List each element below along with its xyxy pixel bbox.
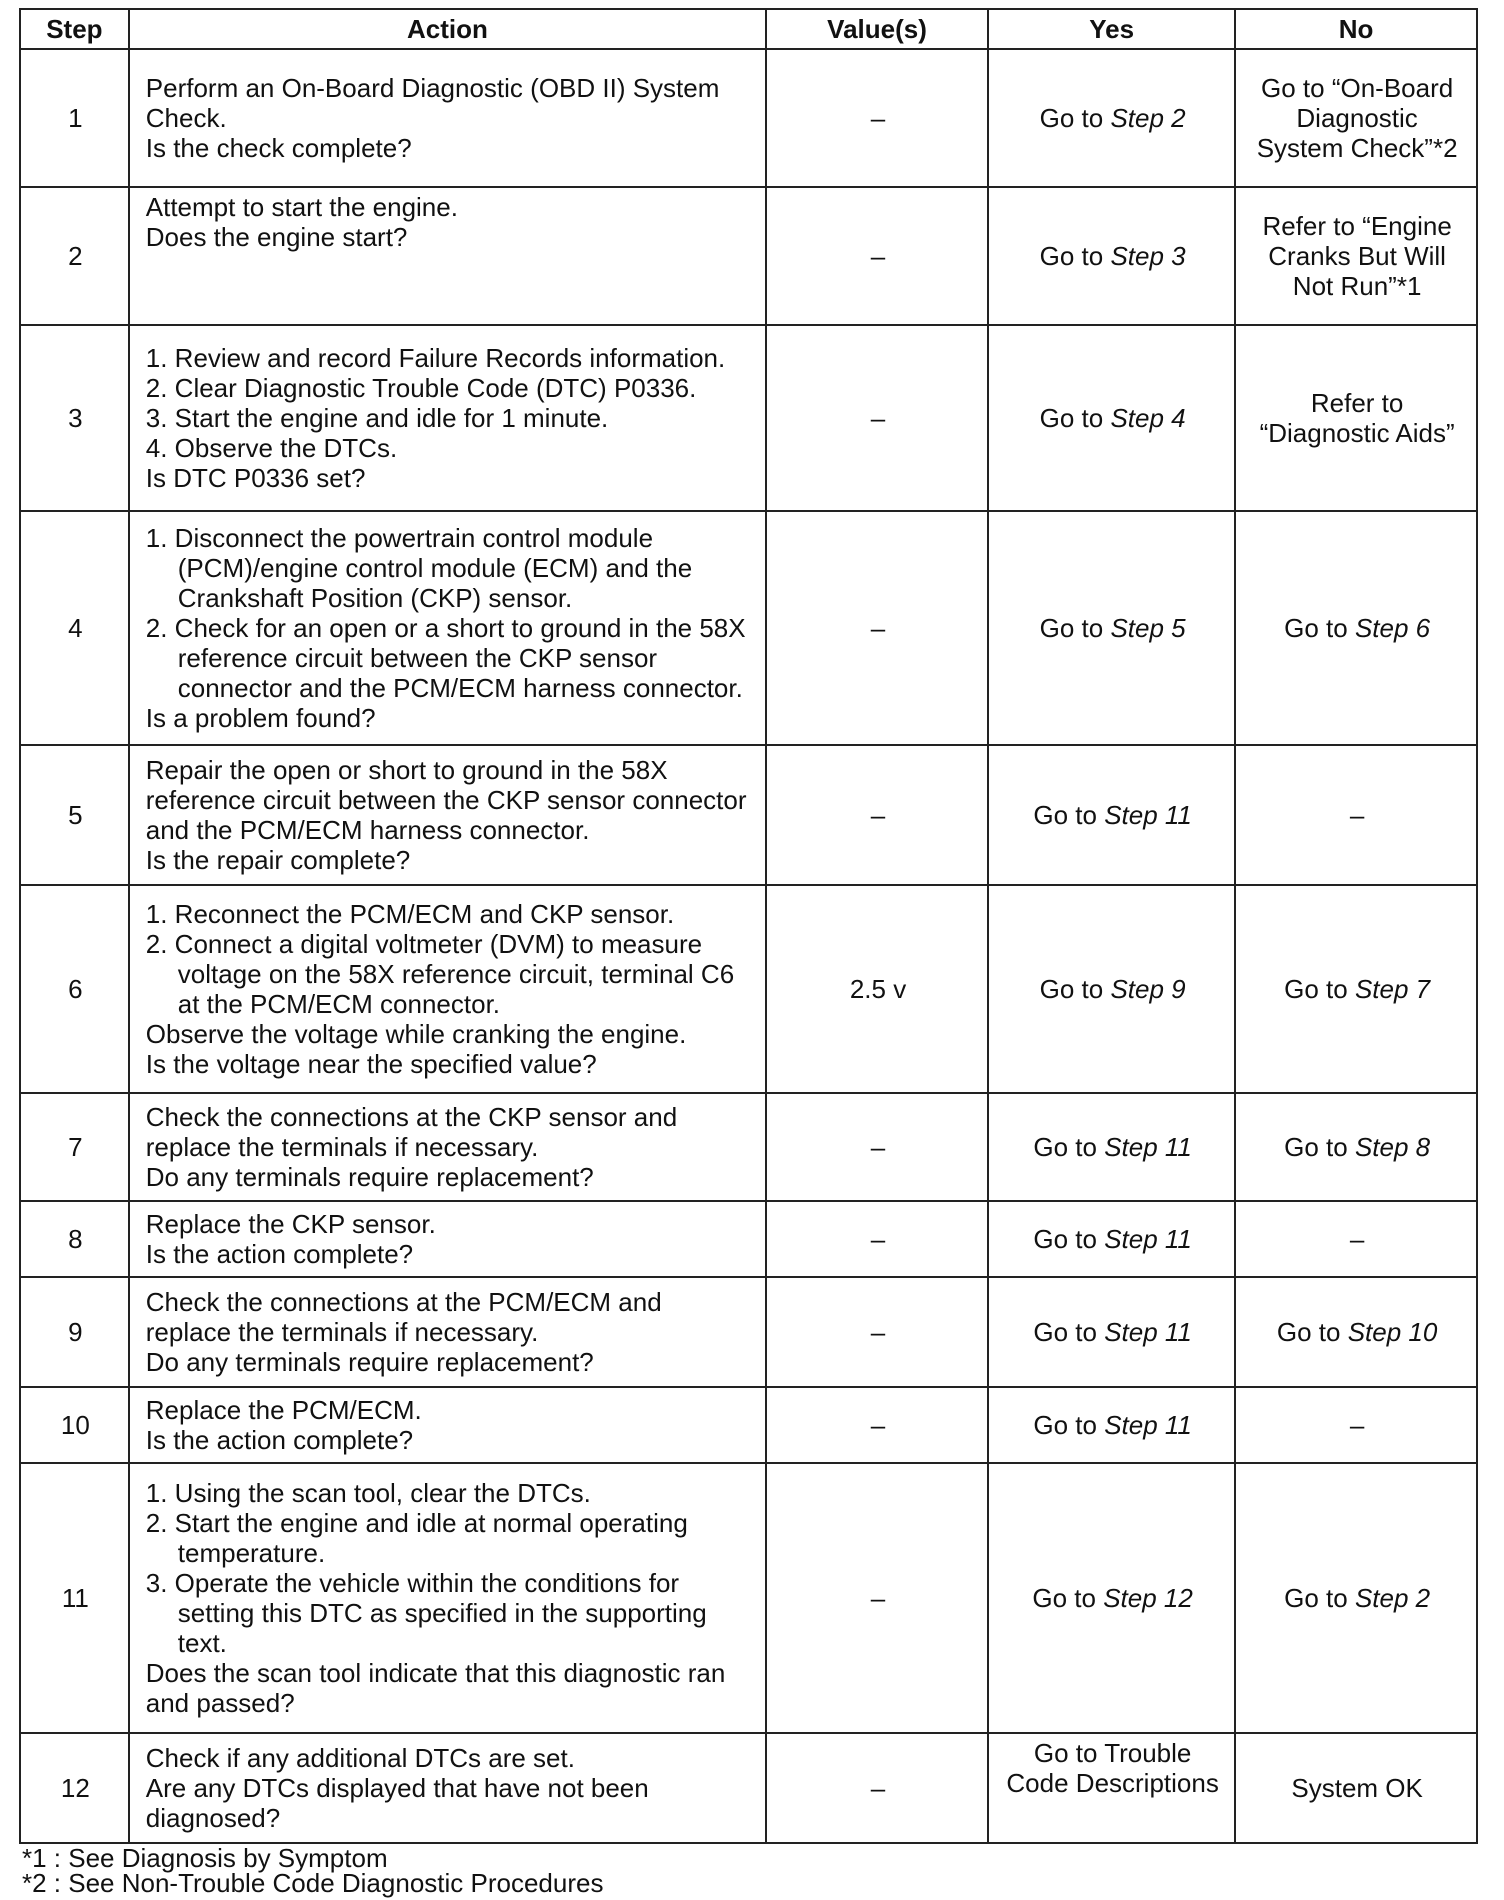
action-cell (129, 1093, 766, 1201)
no-cell (1235, 885, 1477, 1093)
yes-prefix: Go to (1039, 403, 1104, 433)
table-row (20, 1277, 1477, 1387)
step-number: 6 (20, 885, 129, 1093)
yes-prefix: Go to (1039, 974, 1104, 1004)
value-cell: – (766, 1277, 988, 1387)
yes-step-link: Step 2 (1110, 103, 1186, 133)
action-cell (129, 1387, 766, 1463)
action-question: Does the scan tool indicate that this diagnostic ran and passed? (145, 1658, 726, 1718)
yes-step-link: Step 3 (1110, 241, 1186, 271)
list-item: 3. Operate the vehicle within the conditions for setting this DTC as specified in the supporting text. (145, 1568, 707, 1658)
yes-prefix: Go to (1033, 1317, 1097, 1347)
yes-cell (988, 187, 1235, 325)
yes-step-link: Step 12 (1103, 1583, 1193, 1613)
yes-step-link: Step 9 (1110, 974, 1186, 1004)
no-cell: – (1235, 1387, 1477, 1463)
action-question: Is the check complete? (145, 133, 412, 163)
header-step: Step (20, 9, 129, 49)
yes-prefix: Go to (1033, 800, 1097, 830)
action-text: Replace the PCM/ECM. (145, 1395, 422, 1425)
action-list (146, 343, 751, 463)
footnote: *2 : See Non-Trouble Code Diagnostic Procedures (22, 1868, 604, 1898)
no-prefix: Go to (1284, 1583, 1348, 1613)
list-item: 2. Connect a digital voltmeter (DVM) to measure voltage on the 58X reference circuit, terminal C6 at the PCM/ECM connector. (145, 929, 735, 1019)
action-question: Is the action complete? (145, 1425, 414, 1455)
action-cell (129, 1463, 766, 1733)
action-text: Repair the open or short to ground in the 58X reference circuit between the CKP sensor connector and the PCM/ECM harness connector. (145, 755, 747, 845)
action-text: Check the connections at the CKP sensor and replace the terminals if necessary. (145, 1102, 678, 1162)
action-text: Replace the CKP sensor. (145, 1209, 436, 1239)
diagnostic-table (19, 8, 1478, 1844)
no-prefix: Go to (1284, 613, 1348, 643)
action-text: Observe the voltage while cranking the engine. (145, 1019, 687, 1049)
value-cell: – (766, 1733, 988, 1843)
yes-step-link: Step 11 (1104, 1317, 1192, 1347)
no-cell: Refer to “Diagnostic Aids” (1235, 325, 1477, 511)
header-no: No (1235, 9, 1477, 49)
value-cell: – (766, 745, 988, 885)
yes-prefix: Go to (1032, 1583, 1096, 1613)
yes-cell: Go to Trouble Code Descriptions (988, 1733, 1235, 1843)
no-step-link: Step 2 (1354, 1583, 1431, 1613)
yes-cell (988, 1277, 1235, 1387)
no-cell: Go to “On-Board Diagnostic System Check”*2 (1235, 49, 1477, 187)
step-number: 11 (20, 1463, 129, 1733)
yes-prefix: Go to (1039, 103, 1104, 133)
no-step-link: Step 8 (1354, 1132, 1431, 1162)
table-row (20, 1093, 1477, 1201)
yes-cell (988, 511, 1235, 745)
yes-step-link: Step 11 (1104, 1224, 1192, 1254)
action-list (146, 523, 751, 703)
step-number: 8 (20, 1201, 129, 1277)
yes-prefix: Go to (1033, 1132, 1097, 1162)
action-question: Is the repair complete? (145, 845, 411, 875)
footnotes (22, 1843, 604, 1898)
action-question: Is the voltage near the specified value? (145, 1049, 597, 1079)
yes-cell (988, 885, 1235, 1093)
action-list (146, 1478, 751, 1658)
no-cell: Refer to “Engine Cranks But Will Not Run”*1 (1235, 187, 1477, 325)
step-number: 9 (20, 1277, 129, 1387)
no-cell: System OK (1235, 1733, 1477, 1843)
action-cell (129, 885, 766, 1093)
action-question: Is DTC P0336 set? (145, 463, 366, 493)
yes-cell (988, 325, 1235, 511)
yes-prefix: Go to (1039, 613, 1104, 643)
action-question: Is the action complete? (145, 1239, 414, 1269)
no-prefix: Go to (1276, 1317, 1341, 1347)
list-item: 1. Disconnect the powertrain control module (PCM)/engine control module (ECM) and the Crankshaft Position (CKP) sensor. (145, 523, 693, 613)
list-item: 2. Clear Diagnostic Trouble Code (DTC) P0336. (145, 373, 697, 403)
action-cell (129, 49, 766, 187)
table-row (20, 325, 1477, 511)
value-cell: – (766, 511, 988, 745)
step-number: 2 (20, 187, 129, 325)
table-row (20, 511, 1477, 745)
yes-cell (988, 1201, 1235, 1277)
no-step-link: Step 6 (1354, 613, 1431, 643)
yes-cell (988, 49, 1235, 187)
action-text: Attempt to start the engine. (145, 192, 458, 222)
no-cell: – (1235, 745, 1477, 885)
action-question: Is a problem found? (145, 703, 376, 733)
list-item: 1. Reconnect the PCM/ECM and CKP sensor. (145, 899, 675, 929)
no-cell (1235, 511, 1477, 745)
value-cell: – (766, 1201, 988, 1277)
header-yes: Yes (988, 9, 1235, 49)
yes-cell (988, 1387, 1235, 1463)
step-number: 4 (20, 511, 129, 745)
no-cell: – (1235, 1201, 1477, 1277)
list-item: 2. Check for an open or a short to ground in the 58X reference circuit between the CKP sensor connector and the PCM/ECM harness connector. (145, 613, 746, 703)
step-number: 1 (20, 49, 129, 187)
list-item: 1. Using the scan tool, clear the DTCs. (145, 1478, 591, 1508)
action-cell (129, 1277, 766, 1387)
list-item: 2. Start the engine and idle at normal operating temperature. (145, 1508, 688, 1568)
action-cell (129, 1201, 766, 1277)
table-row (20, 187, 1477, 325)
yes-step-link: Step 5 (1110, 613, 1186, 643)
yes-step-link: Step 4 (1110, 403, 1186, 433)
table-row (20, 1201, 1477, 1277)
yes-step-link: Step 11 (1104, 1410, 1192, 1440)
table-row (20, 885, 1477, 1093)
action-text: Check the connections at the PCM/ECM and replace the terminals if necessary. (145, 1287, 662, 1347)
list-item: 4. Observe the DTCs. (145, 433, 398, 463)
action-question: Does the engine start? (145, 222, 408, 252)
yes-step-link: Step 11 (1104, 1132, 1192, 1162)
no-prefix: Go to (1284, 1132, 1348, 1162)
no-cell (1235, 1277, 1477, 1387)
yes-prefix: Go to (1033, 1224, 1097, 1254)
value-cell: – (766, 49, 988, 187)
yes-prefix: Go to (1033, 1410, 1097, 1440)
table-row (20, 1463, 1477, 1733)
table-row (20, 49, 1477, 187)
action-text: Perform an On-Board Diagnostic (OBD II) System Check. (145, 73, 720, 133)
no-step-link: Step 10 (1347, 1317, 1438, 1347)
yes-prefix: Go to (1039, 241, 1104, 271)
step-number: 3 (20, 325, 129, 511)
yes-cell (988, 1093, 1235, 1201)
step-number: 5 (20, 745, 129, 885)
step-number: 10 (20, 1387, 129, 1463)
value-cell: 2.5 v (766, 885, 988, 1093)
yes-cell (988, 1463, 1235, 1733)
value-cell: – (766, 187, 988, 325)
value-cell: – (766, 1387, 988, 1463)
action-list (146, 899, 751, 1019)
action-cell (129, 745, 766, 885)
step-number: 7 (20, 1093, 129, 1201)
list-item: 1. Review and record Failure Records information. (145, 343, 726, 373)
table-row (20, 1387, 1477, 1463)
action-question: Do any terminals require replacement? (145, 1162, 594, 1192)
value-cell: – (766, 1463, 988, 1733)
action-cell (129, 187, 766, 325)
yes-step-link: Step 11 (1104, 800, 1192, 830)
action-cell (129, 325, 766, 511)
action-cell (129, 1733, 766, 1843)
header-action: Action (129, 9, 766, 49)
list-item: 3. Start the engine and idle for 1 minute. (145, 403, 609, 433)
table-row (20, 1733, 1477, 1843)
action-question: Do any terminals require replacement? (145, 1347, 594, 1377)
no-cell (1235, 1463, 1477, 1733)
table-row (20, 745, 1477, 885)
no-step-link: Step 7 (1354, 974, 1431, 1004)
action-cell (129, 511, 766, 745)
yes-cell (988, 745, 1235, 885)
value-cell: – (766, 1093, 988, 1201)
step-number: 12 (20, 1733, 129, 1843)
header-values: Value(s) (766, 9, 988, 49)
no-cell (1235, 1093, 1477, 1201)
no-prefix: Go to (1284, 974, 1348, 1004)
value-cell: – (766, 325, 988, 511)
action-question: Are any DTCs displayed that have not been diagnosed? (145, 1773, 649, 1833)
footnote: *1 : See Diagnosis by Symptom (22, 1843, 388, 1873)
header-row (20, 9, 1477, 49)
action-text: Check if any additional DTCs are set. (145, 1743, 575, 1773)
